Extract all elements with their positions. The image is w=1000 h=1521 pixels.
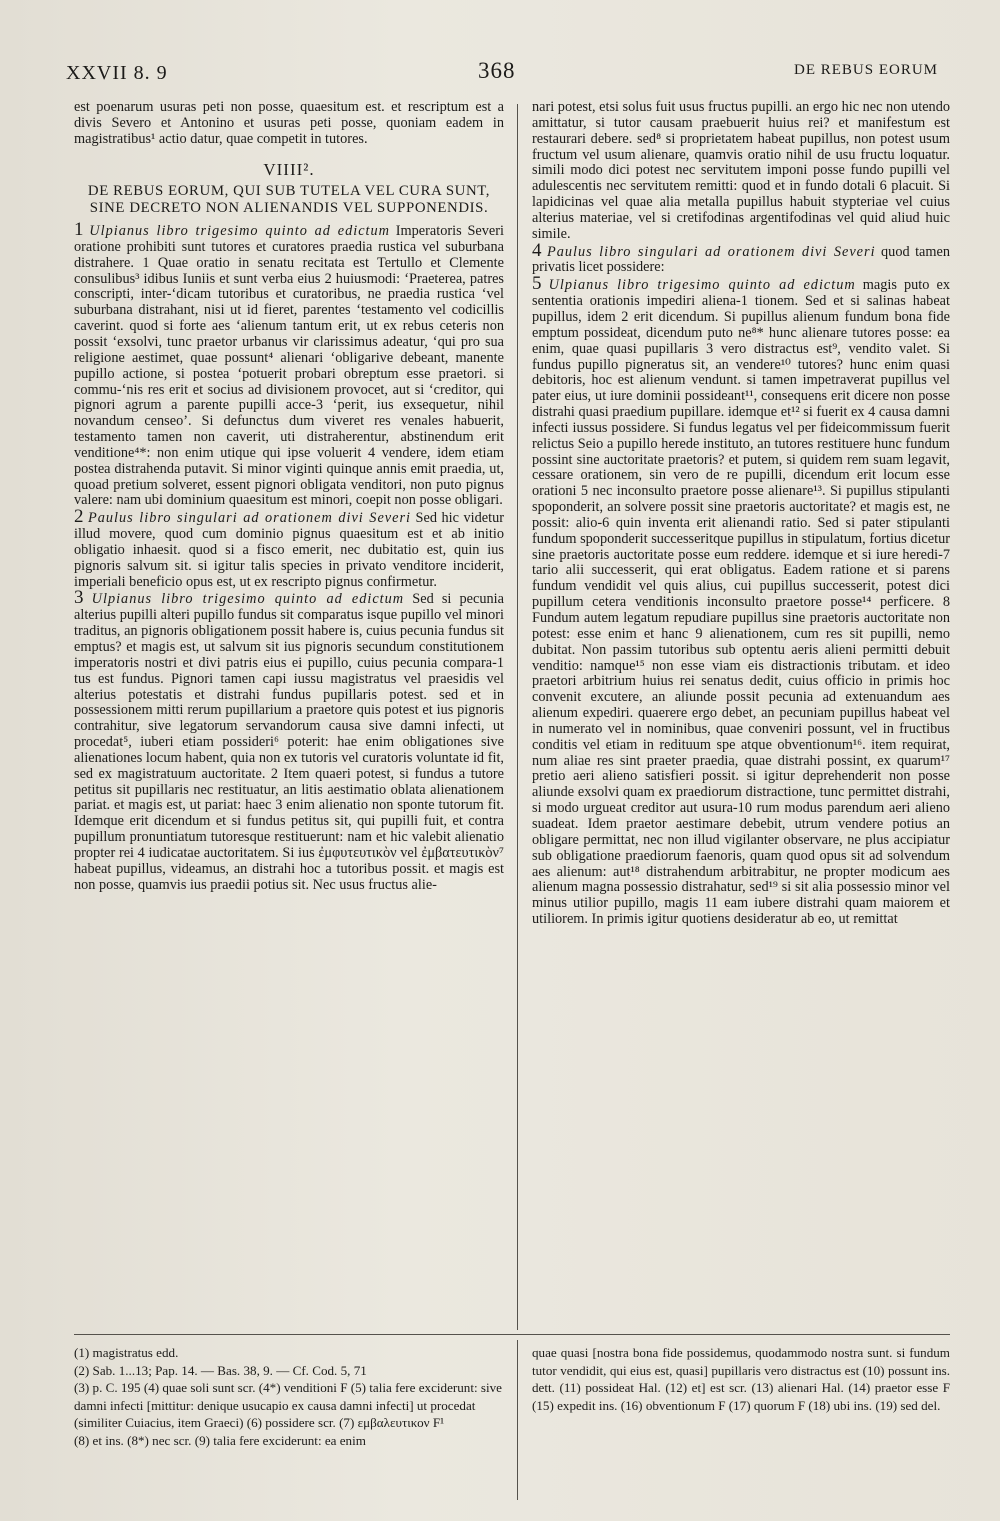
- title-heading: DE REBUS EORUM, QUI SUB TUTELA VEL CURA SUNT, SINE DECRETO NON ALIENANDIS VEL SUPPONENDIS.: [87, 183, 491, 216]
- footnotes-right: [532, 1344, 950, 1414]
- fragment-number: 4: [532, 239, 542, 261]
- title-number: VIIII².: [263, 159, 315, 179]
- intro-text: est poenarum usuras peti non posse, quaesitum est. et rescriptum est a divis Severo et Antonino et usuras peti posse, quoniam eadem in magistratibus¹ actio datur, quae competit in tutores.: [74, 99, 504, 147]
- footnote-rule: [74, 1334, 950, 1335]
- fragment-3: [74, 587, 504, 893]
- page-header: [66, 58, 938, 92]
- fragment-rubric: Ulpianus libro trigesimo quinto ad edictum: [89, 223, 390, 240]
- fragment-rubric: Paulus libro singulari ad orationem divi Severi: [88, 510, 412, 527]
- footnote-line: (3) p. C. 195 (4) quae soli sunt scr. (4*) venditioni F (5) talia fere exciderunt: sive damni infecti [mittitur: denique usucapio ex causa damni infecti] ut procedat (similiter Cuiacius, item Graeci) (6) possidere scr. (7) εμβαλευτικον F¹: [74, 1380, 502, 1431]
- footnote-divider: [517, 1340, 518, 1500]
- fragment-rubric: Paulus libro singulari ad orationem divi Severi: [546, 243, 876, 260]
- footnotes: [0, 1334, 1000, 1514]
- left-column: [74, 100, 504, 894]
- right-column: [532, 100, 950, 928]
- running-head-right: DE REBUS EORUM: [793, 62, 938, 78]
- fragment-text: Sed hic videtur illud movere, quod cum dominio pignus quaesitum est et ab initio obligatio inhaesit. quod si a fisco emerit, nec dubitatio est, quin ius pignoris salvum sit. si igitur talis species in privato venditore inciderit, imperiali beneficio opus est, ut ex rescripto pignus confirmetur.: [74, 510, 504, 590]
- running-head-left: XXVII 8. 9: [66, 62, 168, 84]
- fragment-text: magis puto ex sententia orationis impediri aliena-1 tionem. Sed et si salinas habeat pupillus, idem 2 erit dicendum. Si pupillus alienum fundum bona fide emptum possideat, dicendum puto ne⁸* hunc alienare tutores posse: ea enim, quae quasi pupillaris 3 vero distractus est⁹, vendito valet. Si fundus pupillo pigneratus sit, an vendere¹⁰ tutores? hunc enim quasi debitoris, hoc est alienum vendunt. si tamen impetraverat pupillus vel pater eius, ut iure dominii possideant¹¹, consequens erit dicere non posse distrahi quasi praedium pupillare. idemque et¹² si fuerit ex 4 causa damni infecti iussus possidere. Si fundus legatus vel per fideicommissum fuerit relictus Seio a pupillo herede instituto, an tutores restituere hunc fundum possint sine auctoritate praetoris? et putem, si quidem rem suam legavit, cessare orationem, sin vero de re pupilli, dicendum erit locum esse orationi 5 nec inconsulto praetore posse alienare¹³. Si pupillus stipulanti spoponderit, an solvere possit sine praetoris auctoritate? et magis est, ne possit: alio-6 quin inventa erit alienandi ratio. Sed si pater stipulanti fundum spoponderit successeritque pupillus in stipulatum, fortius dicetur sine praetoris auctoritate posse eum reddere. idemque et si iure heredi-7 tario alii successerit, qui erat obligatus. Eadem ratione et si parens fundum vendidit vel quis alius, cui pupillus successerit, potest dici pupillum cetera venditionis inconsulto praetore posse¹⁴ perficere. 8 Fundum autem legatum repudiare pupillus sine praetoris auctoritate non potest: esse enim et hanc 9 alienationem, cum res sit pupilli, nemo dubitat. Non passim tutoribus sub optentu aeris alieni permitti debuit venditio: namque¹⁵ non esse viam eis distractionis tributam. et ideo praetori arbitrium huius rei senatus dedit, cuius officio in primis hoc convenit excutere, an aliunde possit pecunia ad extenuandum aes alienum expediri. quaerere ergo debet, an pecuniam pupillus habeat vel in numerato vel in nominibus, quae conveniri possunt, vel in fructibus conditis vel etiam in redituum spe atque obventionum¹⁶. item requirat, num aliae res sint praeter praedia, quae distrahi possint, ex quarum¹⁷ pretio aeri alieno satisfieri possit. si igitur deprehenderit non posse aliunde exsolvi quam ex praediorum distractione, tunc permittet distrahi, si modo urgueat creditor aut usura-10 rum modus parendum aeri alieno suadeat. Idem praetor aestimare debebit, utrum vendere potius an obligare permittat, nec non illud vigilanter observare, ne plus accipiatur sub obligatione praediorum faenoris, quam quod opus sit ad solvendum aes alienum: aut¹⁸ distrahendum arbitrabitur, ne propter modicum aes alienum magna possessio distrahatur, sed¹⁹ si sit alia possessio minor vel minus utilior pupillo, magis 11 eam iubere distrahi quam maiorem et utiliorem. In primis igitur quotiens desideratur ab eo, ut remittat: [532, 277, 950, 928]
- fragment-rubric: Ulpianus libro trigesimo quinto ad edictum: [91, 591, 405, 608]
- column-divider: [517, 104, 518, 1330]
- fragment-number: 1: [74, 219, 84, 241]
- fragment-4: [532, 239, 951, 277]
- fragment-number: 3: [74, 587, 84, 609]
- footnote-line: (8) et ins. (8*) nec scr. (9) talia fere exciderunt: ea enim: [74, 1432, 366, 1448]
- fragment-text: Sed si pecunia alterius pupilli alteri pupillo fundus sit comparatus isque pupillo vel minori traditus, an pignoris obligationem possit habere is, cuius pecunia fundus sit emptus? et magis est, ut salvum sit ius pignoris secundum constitutionem imperatoris nostri et divi patris eius ei pupillo, cuius pecunia compara-1 tus est fundus. Pignori tamen capi iussu magistratus vel praesidis vel alterius potestatis et distrahi fundus pupillaris potest. sed et in possessionem mitti rerum pupillarium a praetore quis potest et ius pignoris contrahitur, sive legatorum servandorum causa sive damni infecti, ut procedat⁵, iuberi etiam possideri⁶ poterit: hae enim obligationes sive alienationes locum habent, quia non ex tutoris vel curatoris voluntate id fit, sed ex magistratuum auctoritate. 2 Item quaeri potest, si fundus a tutore petitus sit pupillaris nec restituatur, an litis aestimatio oblata alienationem pariat. et magis est, ut pariat: haec 3 enim alienatio non sponte tutorum fit. Idemque erit dicendum et si fundus petitus sit, qui pupilli fuit, et contra pupillum pronuntiatum tutoresque restituerunt: nam et hic valebit alienatio propter rei 4 iudicatae auctoritatem. Si ius ἐμφυτευτικὸν vel ἐμβατευτικὸν⁷ habeat pupillus, videamus, an distrahi hoc a tutoribus possit. et magis est non posse, quamvis ius praedii potius sit. Nec usus fructus alie-: [74, 591, 504, 893]
- fragment-5: [532, 273, 950, 928]
- fragment-text: Imperatoris Severi oratione prohibiti sunt tutores et curatores praedia rustica vel suburbana distrahere. 1 Quae oratio in senatu recitata est Tertullo et Clemente consulibus³ idibus Iuniis et sunt verba eius 2 huiusmodi: ‘Praeterea, patres conscripti, inter-‘dicam tutoribus et curatoribus, ne praedia rustica ‘vel suburbana distrahant, nisi ut id fieret, parentes ‘testamento vel codicillis caverint. quod si forte aes ‘alienum tantum erit, ut ex rebus ceteris non possit ‘exsolvi, tunc praetor urbanus vir clarissimus adeatur, ‘qui pro sua religione aestimet, quae possunt⁴ alienari ‘obligarive debeant, manente pupillo actione, si postea ‘potuerit probari obreptum esse praetori. si commu-‘nis res erit et socius ad divisionem provocet, aut si ‘creditor, qui pignori agrum a parente pupilli acce-3 ‘perit, ius exsequetur, nihil novandum censeo’. Si defunctus dum viveret res venales habuerit, testamento tamen non caverit, uti distraherentur, abstinendum erit venditione⁴*: non enim utique qui ipse voluerit 4 vendere, idem etiam postea distrahenda putavit. Si minor viginti quinque annis emit praedia, ut, quoad pretium solveret, essent pignori obligata venditori, non puto pignus valere: nam ubi dominium quaesitum est minori, coepit non posse obligari.: [74, 223, 504, 509]
- fragment-number: 2: [74, 506, 84, 528]
- fragment-text: quod tamen privatis licet possidere:: [532, 243, 951, 276]
- fragment-1: [74, 219, 504, 509]
- fragment-2: [74, 506, 504, 590]
- continued-text: nari potest, etsi solus fuit usus fructus pupilli. an ergo hic nec non utendo amittatur, si tutor causam praebuerit huius rei? et manifestum est restaurari debere. sed⁸ si proprietatem habeat pupillus, non potest usum fructum vel usum alienare, quamvis oratio nihil de usu fructu loquatur. simili modo dici potest nec servitutem imponi posse fundo pupilli vel adulescentis nec servitutem remitti: quod et in fundo dotali 6 placuit. Si lapidicinas vel quae alia metalla pupillus habuit stypteriae vel cuius alterius materiae, vel si cretifodinas argentifodinas vel quid aliud huic simile.: [532, 99, 950, 242]
- footnote-line: (1) magistratus edd.: [74, 1345, 179, 1360]
- fragment-number: 5: [532, 273, 542, 295]
- fragment-rubric: Ulpianus libro trigesimo quinto ad edictum: [548, 277, 856, 294]
- footnote-line: quae quasi [nostra bona fide possidemus, quodammodo nostra sunt. si fundum tutor vendidit, qui eius est, quasi] pupillaris vero distractus est (10) possunt ins. dett. (11) possideat Hal. (12) et] est scr. (13) alienari Hal. (14) praetor esse F (15) expedit ins. (16) obventionum F (17) quorum F (18) ubi ins. (19) sed del.: [532, 1345, 950, 1413]
- page-number: 368: [478, 58, 516, 83]
- footnote-line: (2) Sab. 1...13; Pap. 14. — Bas. 38, 9. — Cf. Cod. 5, 71: [74, 1362, 367, 1378]
- footnotes-left: [74, 1344, 506, 1450]
